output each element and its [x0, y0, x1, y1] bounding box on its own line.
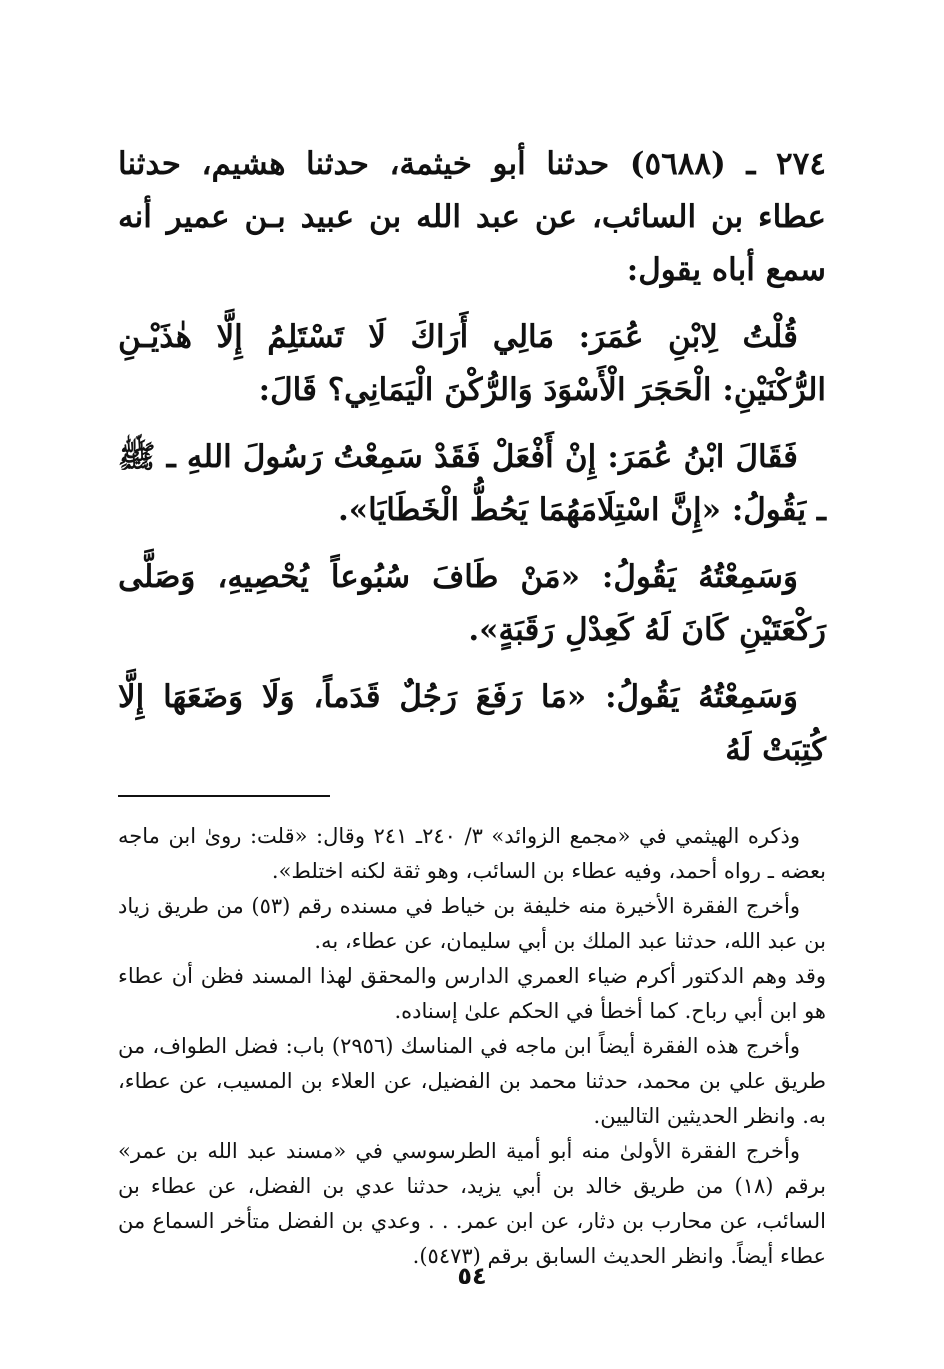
- hadith-paragraph: وَسَمِعْتُهُ يَقُولُ: «مَا رَفَعَ رَجُلٌ قَدَماً، وَلَا وَضَعَهَا إِلَّا كُتِبَتْ لَهُ: [118, 679, 826, 768]
- footnotes: [118, 819, 826, 1274]
- page: [118, 138, 826, 1369]
- hadith-header: ٢٧٤ ـ (٥٦٨٨) حدثنا أبو خيثمة، حدثنا هشيم، حدثنا عطاء بن السائب، عن عبد الله بن عبيد بـن عمير أنه سمع أباه يقول:: [118, 146, 826, 288]
- footnote-paragraph: وأخرج هذه الفقرة أيضاً ابن ماجه في المناسك (٢٩٥٦) باب: فضل الطواف، من طريق علي بن محمد، حدثنا محمد بن الفضيل، عن العلاء بن المسيب، عن عطاء، به. وانظر الحديثين التاليين.: [118, 1034, 826, 1128]
- hadith-paragraph: قُلْتُ لِابْنِ عُمَرَ: مَالِي أَرَاكَ لَا تَسْتَلِمُ إِلَّا هٰذَيْـنِ الرُّكْنَيْنِ: الْحَجَرَ الْأَسْوَدَ وَالرُّكْنَ الْيَمَانِي؟ قَالَ:: [118, 319, 826, 408]
- footnote-paragraph: وذكره الهيثمي في «مجمع الزوائد» ٣/ ٢٤٠ـ ٢٤١ وقال: «قلت: روىٰ ابن ماجه بعضه ـ رواه أحمد، وفيه عطاء بن السائب، وهو ثقة لكنه اختلط».: [118, 824, 826, 883]
- footnote-paragraph: وأخرج الفقرة الأخيرة منه خليفة بن خياط في مسنده رقم (٥٣) من طريق زياد بن عبد الله، حدثنا عبد الملك بن أبي سليمان، عن عطاء، به.: [118, 894, 826, 953]
- page-number: ٥٤: [457, 1262, 487, 1290]
- footnote-divider: [118, 795, 330, 797]
- footnote-paragraph: وأخرج الفقرة الأولىٰ منه أبو أمية الطرسوسي في «مسند عبد الله بن عمر» برقم (١٨) من طريق خالد بن أبي يزيد، حدثنا عدي بن الفضل، عن عطاء بن السائب، عن محارب بن دثار، عن ابن عمر. . . وعدي بن الفضل متأخر السماع من عطاء أيضاً. وانظر الحديث السابق برقم (٥٤٧٣).: [118, 1139, 826, 1268]
- hadith-paragraph: وَسَمِعْتُهُ يَقُولُ: «مَنْ طَافَ سُبُوعاً يُحْصِيهِ، وَصَلَّى رَكْعَتَيْنِ كَانَ لَهُ كَعِدْلِ رَقَبَةٍ».: [118, 559, 826, 648]
- hadith-paragraph: فَقَالَ ابْنُ عُمَرَ: إِنْ أَفْعَلْ فَقَدْ سَمِعْتُ رَسُولَ اللهِ ـ ﷺ ـ يَقُولُ: «إِنَّ اسْتِلَامَهُمَا يَحُطُّ الْخَطَايَا».: [118, 439, 826, 528]
- footnote-paragraph: وقد وهم الدكتور أكرم ضياء العمري الدارس والمحقق لهذا المسند فظن أن عطاء هو ابن أبي رباح. كما أخطأ في الحكم علىٰ إسناده.: [118, 964, 826, 1023]
- main-text: [118, 138, 826, 777]
